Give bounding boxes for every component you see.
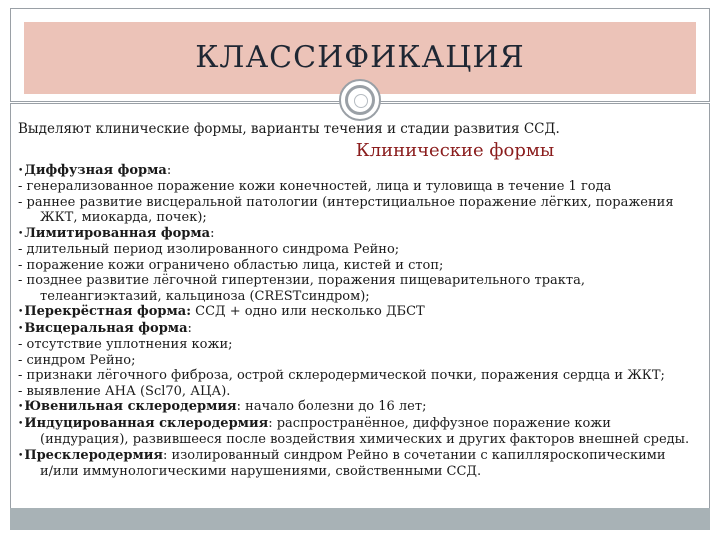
list-item: и/или иммунологическими нарушениями, свойственными ССД. (40, 464, 482, 479)
list-bullet-item (18, 226, 702, 243)
slide-title: КЛАССИФИКАЦИЯ (195, 40, 525, 75)
item-heading: Пресклеродермия (24, 447, 164, 463)
item-heading: Перекрёстная форма: (24, 304, 192, 319)
bottom-bar (10, 508, 710, 530)
item-text: : начало болезни до 16 лет; (236, 399, 427, 414)
list-bullet-item (18, 399, 702, 416)
list-item: - выявление АНА (Scl70, АЦА). (18, 383, 231, 399)
item-heading: Лимитированная форма (24, 225, 211, 241)
list-item: - признаки лёгочного фиброза, острой склеродермической почки, поражения сердца и ЖКТ; (18, 368, 665, 383)
list-item: - генерализованное поражение кожи конечностей, лица и туловища в течение 1 года (18, 179, 612, 194)
list-item: - позднее развитие лёгочной гипертензии, поражения пищеварительного тракта, (18, 273, 585, 288)
item-heading: Ювенильная склеродермия (24, 399, 237, 414)
slide-body (18, 122, 702, 480)
list-item: - раннее развитие висцеральной патологии (интерстициальное поражение лёгких, поражения (18, 194, 674, 210)
list-bullet-item (18, 321, 702, 338)
list-item: - поражение кожи ограничено областью лица, кистей и стоп; (18, 257, 444, 273)
section-heading: Клинические формы (355, 139, 555, 161)
list-item: ЖКТ, миокарда, почек); (40, 210, 207, 225)
bullet-icon: • (18, 323, 24, 334)
intro-text: Выделяют клинические формы, варианты течения и стадии развития ССД. (18, 121, 560, 137)
list-bullet-item (18, 304, 702, 321)
item-heading: Диффузная форма (24, 162, 167, 178)
bullet-icon: • (18, 228, 24, 239)
list-bullet-item (18, 416, 702, 433)
list-item: - синдром Рейно; (18, 352, 136, 368)
item-text: : изолированный синдром Рейно в сочетании с капилляроскопическими (163, 447, 666, 463)
item-text: : (166, 162, 172, 178)
list-item: - длительный период изолированного синдрома Рейно; (18, 242, 400, 257)
list-bullet-item (18, 448, 702, 465)
item-heading: Висцеральная форма (24, 320, 188, 336)
bullet-icon: • (18, 307, 24, 317)
bullet-icon: • (18, 402, 24, 412)
ornament-circle-icon (339, 79, 381, 121)
item-text: : (210, 225, 215, 241)
item-text: ССД + одно или несколько ДБСТ (191, 304, 425, 319)
classification-list (18, 163, 702, 480)
list-item: телеангиэктазий, кальциноза (CRESTсиндром); (40, 288, 370, 304)
list-bullet-item (18, 163, 702, 180)
list-item: (индурация), развившееся после воздействия химических и других факторов внешней среды. (40, 432, 690, 447)
item-text: : (187, 320, 192, 336)
list-item: - отсутствие уплотнения кожи; (18, 337, 233, 352)
item-heading: Индуцированная склеродермия (24, 415, 269, 431)
bullet-icon: • (18, 450, 24, 461)
bullet-icon: • (18, 165, 24, 176)
bullet-icon: • (18, 418, 24, 429)
item-text: : распространённое, диффузное поражение кожи (268, 415, 611, 431)
